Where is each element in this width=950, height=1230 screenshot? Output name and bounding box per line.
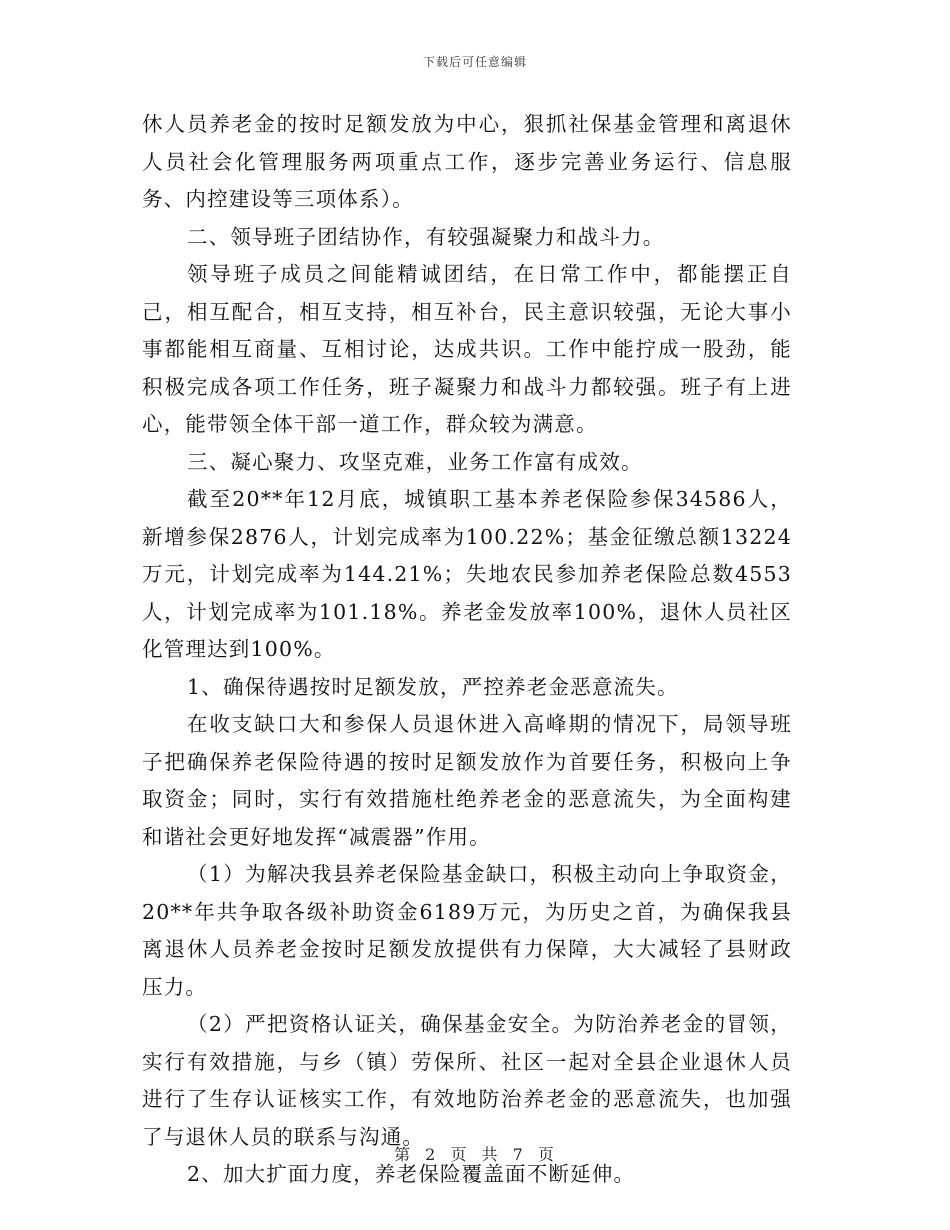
paragraph-3: 领导班子成员之间能精诚团结，在日常工作中，都能摆正自己，相互配合，相互支持，相互补台，民主意识较强，无论大事小事都能相互商量、互相讨论，达成共识。工作中能拧成一股劲，能积极完成各项工作任务，班子凝聚力和战斗力都较强。班子有上进心，能带领全体干部一道工作，群众较为满意。 bbox=[142, 262, 792, 436]
header-note: 下载后可任意编辑 bbox=[422, 55, 527, 69]
subheading-1: 1、确保待遇按时足额发放，严控养老金恶意流失。 bbox=[187, 674, 679, 699]
section-heading-3: 三、凝心聚力、攻坚克难，业务工作富有成效。 bbox=[187, 449, 643, 474]
section-heading-2: 二、领导班子团结协作，有较强凝聚力和战斗力。 bbox=[187, 224, 665, 249]
page-number: 第 2 页 共 7 页 bbox=[394, 1145, 556, 1164]
paragraph-7: 在收支缺口大和参保人员退休进入高峰期的情况下，局领导班子把确保养老保险待遇的按时足额发放作为首要任务，积极向上争取资金；同时，实行有效措施杜绝养老金的恶意流失，为全面构建和谐社会更好地发挥“减震器”作用。 bbox=[142, 712, 792, 849]
paragraph-5: 截至20**年12月底，城镇职工基本养老保险参保34586人，新增参保2876人，计划完成率为100.22%；基金征缴总额13224万元，计划完成率为144.21%；失地农民参加养老保险总数4553人，计划完成率为101.18%。养老金发放率100%，退休人员社区化管理达到100%。 bbox=[142, 487, 792, 661]
paragraph-1: 休人员养老金的按时足额发放为中心，狠抓社保基金管理和离退休人员社会化管理服务两项重点工作，逐步完善业务运行、信息服务、内控建设等三项体系）。 bbox=[142, 112, 792, 211]
list-item-2: （2）严把资格认证关，确保基金安全。为防治养老金的冒领，实行有效措施，与乡（镇）劳保所、社区一起对全县企业退休人员进行了生存认证核实工作，有效地防治养老金的恶意流失，也加强了与退休人员的联系与沟通。 bbox=[142, 1012, 792, 1149]
list-item-1: （1）为解决我县养老保险基金缺口，积极主动向上争取资金，20**年共争取各级补助资金6189万元，为历史之首，为确保我县离退休人员养老金按时足额发放提供有力保障，大大减轻了县财政压力。 bbox=[142, 862, 792, 999]
document-body bbox=[142, 106, 792, 1194]
subheading-2: 2、加大扩面力度，养老保险覆盖面不断延伸。 bbox=[187, 1162, 636, 1186]
